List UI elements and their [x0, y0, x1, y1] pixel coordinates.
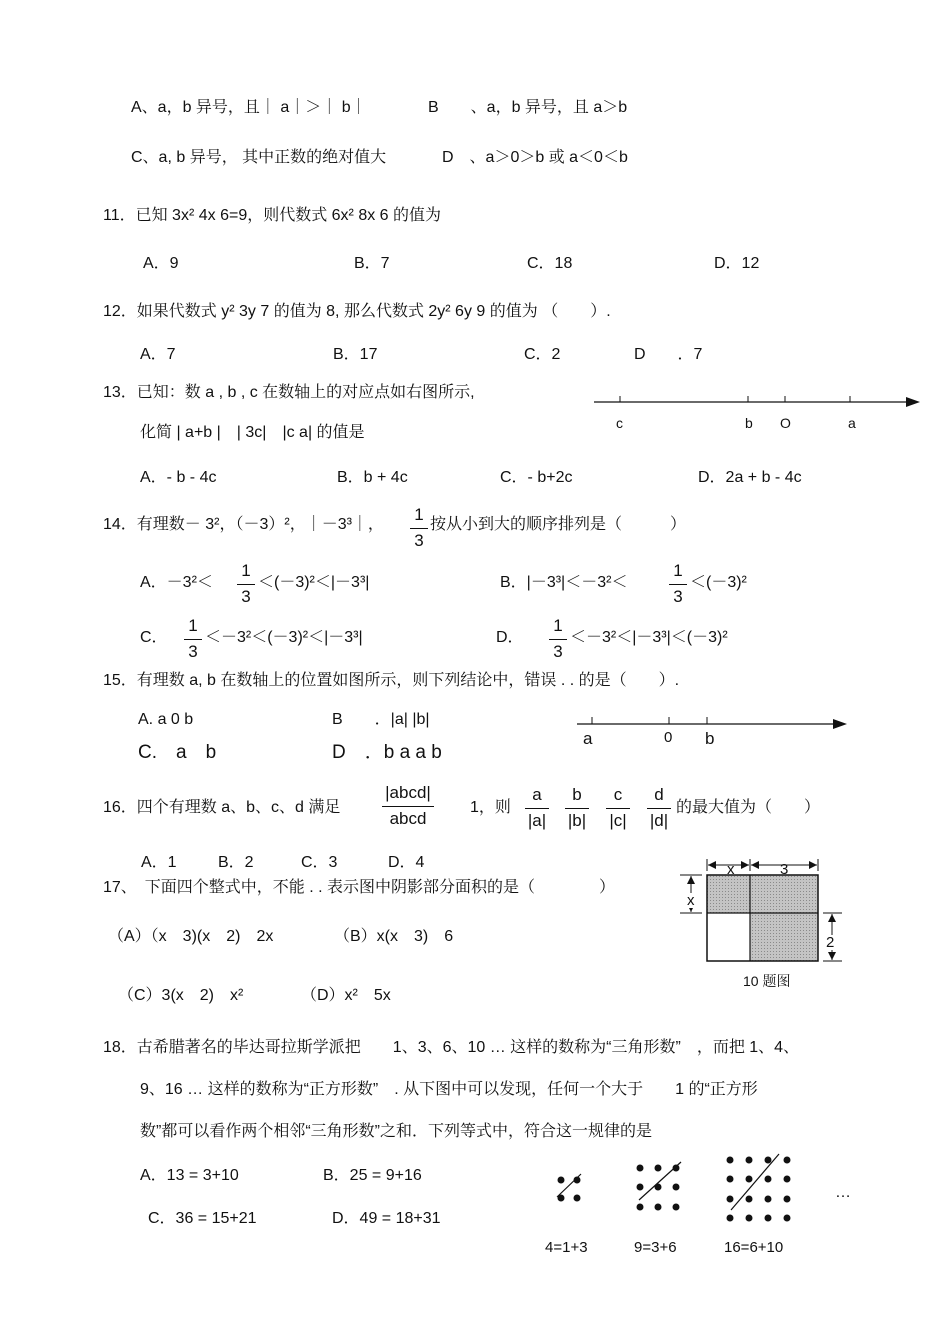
- q18-ellipsis: …: [835, 1184, 851, 1201]
- q17-figure-label-3: 3: [780, 861, 789, 878]
- q16-mid: 1，则: [470, 799, 511, 816]
- q15-number-line: [575, 712, 855, 742]
- q18-option-d: D．49 = 18+31: [332, 1210, 441, 1227]
- q13-axis-label-c: c: [616, 415, 623, 431]
- q13-option-b: B．b + 4c: [337, 469, 408, 486]
- q17-option-d: （D）x² 5x: [301, 987, 391, 1004]
- q17-option-a: （A）（x 3)(x 2) 2x: [108, 928, 274, 945]
- q17-figure-label-x-top: x: [727, 861, 735, 878]
- q10-option-c: C、a, b 异号， 其中正数的绝对值大: [131, 149, 387, 166]
- q10-option-a: A、a，b 异号，且｜ a｜＞｜ b｜: [131, 99, 367, 116]
- q16-option-a: A．1: [141, 854, 177, 871]
- q16-fraction-a: a |a|: [525, 786, 549, 829]
- q10-option-b: B 、a，b 异号，且 a＞b: [428, 99, 628, 116]
- q11-option-d: D．12: [714, 255, 760, 272]
- q15-option-b: B ．|a| |b|: [332, 711, 430, 728]
- q14-stem-fraction: 1 3: [410, 506, 428, 549]
- q18-caption-9: 9=3+6: [634, 1239, 677, 1256]
- q14-stem-tail: 按从小到大的顺序排列是（ ）: [430, 516, 687, 533]
- q18-square-number-figures: [545, 1150, 875, 1230]
- q16-option-c: C．3: [301, 854, 338, 871]
- q14-option-b-fraction: 1 3: [669, 562, 687, 605]
- q18-caption-16: 16=6+10: [724, 1239, 784, 1256]
- q13-axis-label-b: b: [745, 415, 753, 431]
- q17-figure-label-x-left: x: [687, 892, 695, 909]
- q18-figure-4: [557, 1174, 581, 1202]
- q13-option-d: D．2a + b - 4c: [698, 469, 802, 486]
- q14-option-b: B．|－3³|＜－3²＜: [500, 574, 628, 591]
- q18-stem-line-1: 18．古希腊著名的毕达哥拉斯学派把 1、3、6、10 … 这样的数称为“三角形数” ，而把 1、4、: [103, 1039, 800, 1056]
- q15-axis-label-a: a: [583, 729, 593, 748]
- q15-stem: 15．有理数 a, b 在数轴上的位置如图所示，则下列结论中，错误 . . 的是（ ）.: [103, 672, 680, 689]
- q11-stem: 11．已知 3x² 4x 6=9，则代数式 6x² 8x 6 的值为: [103, 207, 442, 224]
- q13-option-c: C．- b+2c: [500, 469, 573, 486]
- q16-option-d: D．4: [388, 854, 425, 871]
- q16-abcd-fraction: |abcd| abcd: [382, 784, 434, 827]
- q14-option-d: D．: [496, 629, 524, 646]
- q13-axis-label-o: O: [780, 415, 791, 431]
- q17-figure-caption: 10 题图: [743, 973, 791, 989]
- q16-stem-tail: 的最大值为（ ）: [676, 799, 821, 816]
- q11-option-a: A．9: [143, 255, 179, 272]
- q13-stem-2: 化简 | a+b | | 3c| |c a| 的值是: [140, 424, 365, 441]
- q13-stem: 13．已知：数 a , b , c 在数轴上的对应点如右图所示,: [103, 384, 475, 401]
- q14-option-a-tail: ＜(－3)²＜|－3³|: [258, 574, 370, 591]
- q14-option-a-fraction: 1 3: [237, 562, 255, 605]
- q18-stem-line-2: 9、16 … 这样的数称为“正方形数” . 从下图中可以发现，任何一个大于 1 的“正方形: [140, 1081, 758, 1098]
- q15-option-a: A. a 0 b: [138, 711, 194, 728]
- q16-fraction-d: d |d|: [647, 786, 671, 829]
- q16-stem: 16．四个有理数 a、b、c、d 满足: [103, 799, 341, 816]
- q10-option-d: D 、a＞0＞b 或 a＜0＜b: [442, 149, 628, 166]
- q12-option-b: B．17: [333, 346, 378, 363]
- q18-caption-4: 4=1+3: [545, 1239, 588, 1256]
- q17-figure-label-2: 2: [826, 934, 835, 951]
- q15-axis-label-b: b: [705, 729, 715, 748]
- q12-option-a: A．7: [140, 346, 176, 363]
- q13-axis-label-a: a: [848, 415, 856, 431]
- q14-option-c-tail: ＜－3²＜(－3)²＜|－3³|: [205, 629, 363, 646]
- q14-option-c-fraction: 1 3: [184, 617, 202, 660]
- q12-option-d: D ．7: [634, 346, 703, 363]
- q18-figure-16: [727, 1154, 791, 1222]
- q14-option-c: C．: [140, 629, 168, 646]
- q17-option-b: （B）x(x 3) 6: [334, 928, 454, 945]
- q16-option-b: B．2: [218, 854, 254, 871]
- q17-option-c: （C）3(x 2) x²: [118, 987, 244, 1004]
- q15-option-d: D ．b a a b: [332, 742, 442, 763]
- q14-option-d-tail: ＜－3²＜|－3³|＜(－3)²: [570, 629, 728, 646]
- q18-option-c: C．36 = 15+21: [148, 1210, 257, 1227]
- q18-option-b: B．25 = 9+16: [323, 1167, 422, 1184]
- q16-fraction-c: c |c|: [606, 786, 630, 829]
- q14-option-b-tail: ＜(－3)²: [690, 574, 747, 591]
- q11-option-c: C．18: [527, 255, 573, 272]
- q16-fraction-b: b |b|: [565, 786, 589, 829]
- q15-option-c: C. a b: [138, 742, 217, 763]
- q14-option-a: A．－3²＜: [140, 574, 213, 591]
- q18-option-a: A．13 = 3+10: [140, 1167, 239, 1184]
- q13-number-line: [590, 390, 925, 435]
- q12-option-c: C．2: [524, 346, 561, 363]
- q13-option-a: A．- b - 4c: [140, 469, 217, 486]
- q17-stem: 17、 下面四个整式中，不能 . . 表示图中阴影部分面积的是（ ）: [103, 879, 616, 896]
- q12-stem: 12．如果代数式 y² 3y 7 的值为 8, 那么代数式 2y² 6y 9 的值为 （ ）.: [103, 303, 611, 320]
- q18-stem-line-3: 数”都可以看作两个相邻“三角形数”之和．下列等式中，符合这一规律的是: [140, 1123, 652, 1140]
- q14-stem: 14．有理数－ 3²，（－3）²，｜－3³｜，: [103, 516, 384, 533]
- q15-axis-label-0: 0: [664, 729, 673, 746]
- q14-option-d-fraction: 1 3: [549, 617, 567, 660]
- q17-area-figure: [680, 855, 850, 970]
- q18-figure-9: [637, 1162, 682, 1211]
- q11-option-b: B．7: [354, 255, 390, 272]
